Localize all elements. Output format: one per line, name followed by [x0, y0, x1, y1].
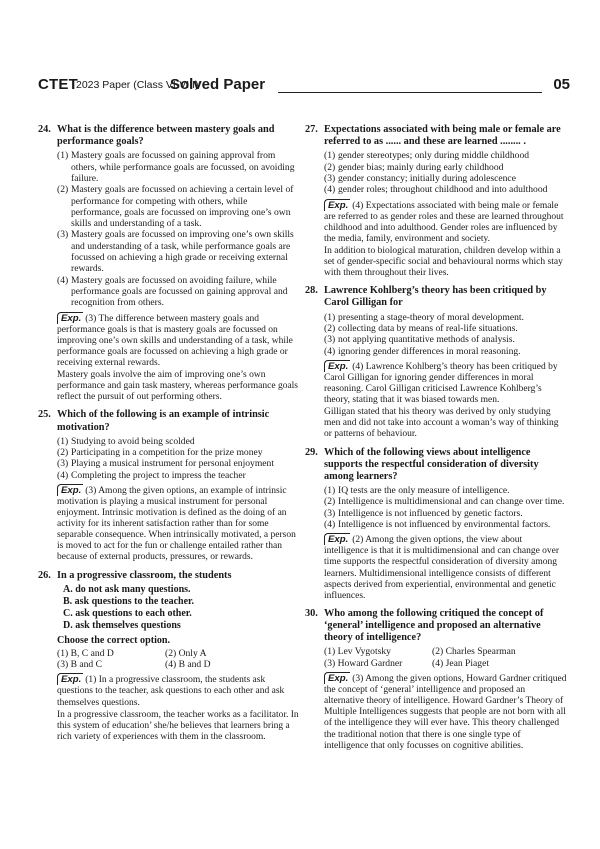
explanation-text: (1) In a progressive classroom, the students ask questions to the teacher, ask questions to each other and ask themselves questions. [57, 675, 285, 708]
option-3: (3) Howard Gardner [324, 657, 403, 669]
option-label: (1) [324, 150, 336, 162]
option-2: (2) Only A [165, 647, 207, 659]
option-text: Completing the project to impress the teacher [71, 469, 246, 481]
question-26-statements [57, 584, 300, 633]
option-4 [57, 470, 300, 481]
left-column [38, 124, 300, 749]
question-number: 24. [38, 124, 51, 135]
option-text: Intelligence is not influenced by environmental factors. [338, 519, 551, 530]
option-label: (2) [324, 161, 336, 173]
page-number: 05 [553, 76, 570, 93]
explanation-text: (3) The difference between mastery goals and performance goals is that is mastery goals are focussed on improving one’s own skills and understanding of a task, while performance goals are focussed on achieving a high grade or receiving external rewards. [57, 313, 293, 368]
option-label: (3) [324, 507, 336, 519]
option-4: (4) B and D [165, 659, 211, 671]
option-text: ignoring gender differences in moral reasoning. [338, 345, 521, 357]
question-text: Lawrence Kohlberg’s theory has been critiqued by Carol Gilligan for [324, 285, 547, 309]
option-label: (3) [57, 458, 69, 470]
option-text: Mastery goals are focussed on achieving a certain level of performance for competing with others, while performance, goals are focussed on improving one’s own skills and understanding of a task. [71, 184, 294, 230]
option-label: (2) [57, 184, 69, 196]
question-24 [38, 124, 300, 148]
question-30 [305, 608, 567, 645]
option-label: (4) [57, 469, 69, 481]
exp-tag: Exp. [57, 312, 83, 324]
question-text: Which of the following views about intelligence supports the respectful consideration of diversity among learners? [324, 446, 539, 482]
option-text: IQ tests are the only measure of intelligence. [338, 485, 510, 497]
statement-a: A. do not ask many questions. [63, 583, 191, 595]
exp-tag: Exp. [324, 672, 350, 684]
exp-tag: Exp. [324, 199, 350, 211]
option-text: gender stereotypes; only during middle childhood [338, 150, 530, 162]
option-text: collecting data by means of real-life situations. [338, 322, 518, 334]
option-4 [324, 519, 567, 530]
header-rule [278, 92, 542, 93]
option-2: (2) Charles Spearman [432, 646, 516, 658]
option-text: Mastery goals are focussed on avoiding failure, while performance goals are focussed on gaining approval and recognition from others. [71, 274, 288, 309]
explanation-text: (2) Among the given options, the view about intelligence is that it is multidimensional and can change over time supports the respectful consideration of diversity among learners. Multidimensional intelligence consists of different aspects derived from experiential, environmental and genetic influences. [324, 535, 560, 601]
question-text: Expectations associated with being male or female are referred to as ...... and these are learned ........ . [324, 124, 561, 148]
option-3 [57, 458, 300, 469]
option-label: (4) [324, 184, 336, 196]
explanation-text: Mastery goals involve the aim of improving one’s own performance and gain task mastery, whereas performance goals reflect the pursuit of out performing others. [57, 370, 298, 403]
explanation-25 [57, 484, 300, 564]
option-4: (4) Jean Piaget [432, 657, 490, 669]
option-text: not applying quantitative methods of analysis. [338, 334, 515, 346]
option-1 [57, 436, 300, 447]
option-label: (1) [324, 485, 336, 497]
explanation-text: (4) Lawrence Kohlberg’s theory has been critiqued by Carol Gilligan for ignoring gender differences in moral reasoning. Carol Gilligan criticised Lawrence Kohlberg’s theory, stating that it was biased towards men. [324, 361, 558, 406]
explanation-text: In addition to biological maturation, children develop within a set of gender-specific social and behavioural norms which stay with them throughout their lives. [324, 245, 563, 279]
option-text: Participating in a competition for the prize money [71, 447, 263, 459]
paper-subtitle: 2023 Paper (Class VI-VIII) [76, 79, 199, 91]
option-label: (2) [324, 322, 336, 334]
option-label: (2) [57, 447, 69, 459]
explanation-30 [324, 672, 567, 752]
explanation-26 [57, 673, 300, 743]
page-header [38, 76, 570, 96]
explanation-text: In a progressive classroom, the teacher works as a facilitator. In this system of education’ she/he believes that learners bring a rich variety of experiences with them in the classroom. [57, 709, 299, 742]
option-1: (1) B, C and D [57, 647, 114, 659]
question-28-options [324, 312, 567, 357]
question-number: 30. [305, 607, 318, 619]
right-column [305, 124, 567, 758]
question-28 [305, 285, 567, 309]
question-26-options [57, 648, 300, 671]
option-text: Playing a musical instrument for personal enjoyment [71, 458, 275, 470]
question-25-options [57, 436, 300, 481]
exp-tag: Exp. [57, 484, 83, 496]
question-number: 25. [38, 409, 51, 421]
exp-tag: Exp. [324, 533, 350, 545]
question-text: Who among the following critiqued the concept of ‘general’ intelligence and proposed an alternative theory of intelligence? [324, 607, 544, 644]
option-3 [57, 229, 300, 274]
option-4 [324, 184, 567, 195]
question-24-options [57, 150, 300, 308]
option-3 [324, 508, 567, 519]
statement-b: B. ask questions to the teacher. [63, 595, 195, 607]
option-1 [324, 312, 567, 323]
question-number: 27. [305, 124, 318, 135]
question-26 [38, 570, 300, 582]
question-29-options [324, 485, 567, 530]
question-number: 29. [305, 446, 318, 458]
option-text: gender constancy; initially during adolescence [338, 173, 516, 184]
question-number: 26. [38, 569, 51, 581]
option-label: (1) [57, 150, 69, 162]
explanation-text: Gilligan stated that his theory was derived by only studying men and did not take into account a woman’s way of thinking or patterns of behaviour. [324, 407, 559, 440]
option-2 [57, 184, 300, 229]
explanation-text: (3) Among the given options, Howard Gardner critiqued the concept of ‘general’ intelligence and proposed an alternative theory of intelligence. Howard Gardner’s Theory of Multiple Intelligences suggests that people are not born with all of the intelligence they will ever have. This theory challenged the traditional notion that there is one single type of intelligence that only focusses on cognitive abilities. [324, 674, 567, 751]
option-text: Intelligence is multidimensional and can change over time. [338, 496, 565, 508]
question-25 [38, 409, 300, 433]
question-30-options [324, 646, 567, 669]
option-text: Studying to avoid being scolded [71, 435, 195, 447]
option-text: Mastery goals are focussed on gaining approval from others, while performance goals are focussed, on avoiding failure. [71, 150, 295, 184]
option-label: (4) [324, 345, 336, 357]
question-27 [305, 124, 567, 148]
question-29 [305, 447, 567, 484]
option-text: gender roles; throughout childhood and into adulthood [338, 184, 548, 196]
option-4 [324, 346, 567, 357]
option-2 [324, 323, 567, 334]
explanation-24 [57, 312, 300, 404]
choose-instruction: Choose the correct option. [57, 634, 171, 646]
option-label: (1) [57, 435, 69, 447]
option-3: (3) B and C [57, 659, 103, 671]
option-1 [324, 150, 567, 161]
option-text: gender bias; mainly during early childhood [338, 161, 504, 173]
question-text: What is the difference between mastery goals and performance goals? [57, 124, 275, 148]
explanation-27 [324, 199, 567, 280]
option-text: Mastery goals are focussed on improving one’s own skills and understanding of a task, while performance goals are focussed on achieving a high grade or receiving external rewards. [71, 229, 294, 275]
solved-paper-label: Solved Paper [170, 76, 266, 93]
option-label: (4) [57, 274, 69, 286]
explanation-text: (4) Expectations associated with being male or female are referred to as gender roles and these are learned throughout childhood and into adulthood. Gender roles are influenced by the media, family, environment and society. [324, 200, 564, 244]
option-2 [57, 447, 300, 458]
option-label: (3) [324, 334, 336, 346]
option-3 [324, 334, 567, 345]
explanation-29 [324, 533, 567, 602]
option-1: (1) Lev Vygotsky [324, 646, 391, 658]
option-text: presenting a stage-theory of moral development. [338, 311, 524, 323]
option-2 [324, 162, 567, 173]
option-label: (3) [57, 229, 69, 241]
exp-tag: Exp. [324, 360, 350, 372]
option-1 [57, 150, 300, 184]
option-1 [324, 485, 567, 496]
explanation-text: (3) Among the given options, an example of intrinsic motivation is playing a musical instrument for personal enjoyment. Intrinsic motivation is defined as the doing of an activity for its inherent satisfaction rather than for some separable consequence. When intrinsically motivated, a person is moved to act for the fun or challenge entailed rather than because of external products, pressures, or rewards. [57, 485, 296, 563]
option-label: (1) [324, 311, 336, 323]
question-text: In a progressive classroom, the students [57, 569, 232, 581]
explanation-28 [324, 360, 567, 441]
option-label: (3) [324, 173, 336, 184]
exp-tag: Exp. [57, 673, 83, 685]
statement-c: C. ask questions to each other. [63, 608, 192, 620]
option-text: Intelligence is not influenced by genetic factors. [338, 507, 523, 519]
brand-title: CTET [38, 76, 78, 93]
question-number: 28. [305, 285, 318, 297]
option-label: (2) [324, 496, 336, 508]
option-4 [57, 275, 300, 309]
statement-d: D. ask themselves questions [63, 620, 181, 632]
question-text: Which of the following is an example of intrinsic motivation? [57, 409, 270, 433]
option-2 [324, 496, 567, 507]
option-label: (4) [324, 519, 336, 530]
option-3 [324, 173, 567, 184]
question-27-options [324, 150, 567, 195]
